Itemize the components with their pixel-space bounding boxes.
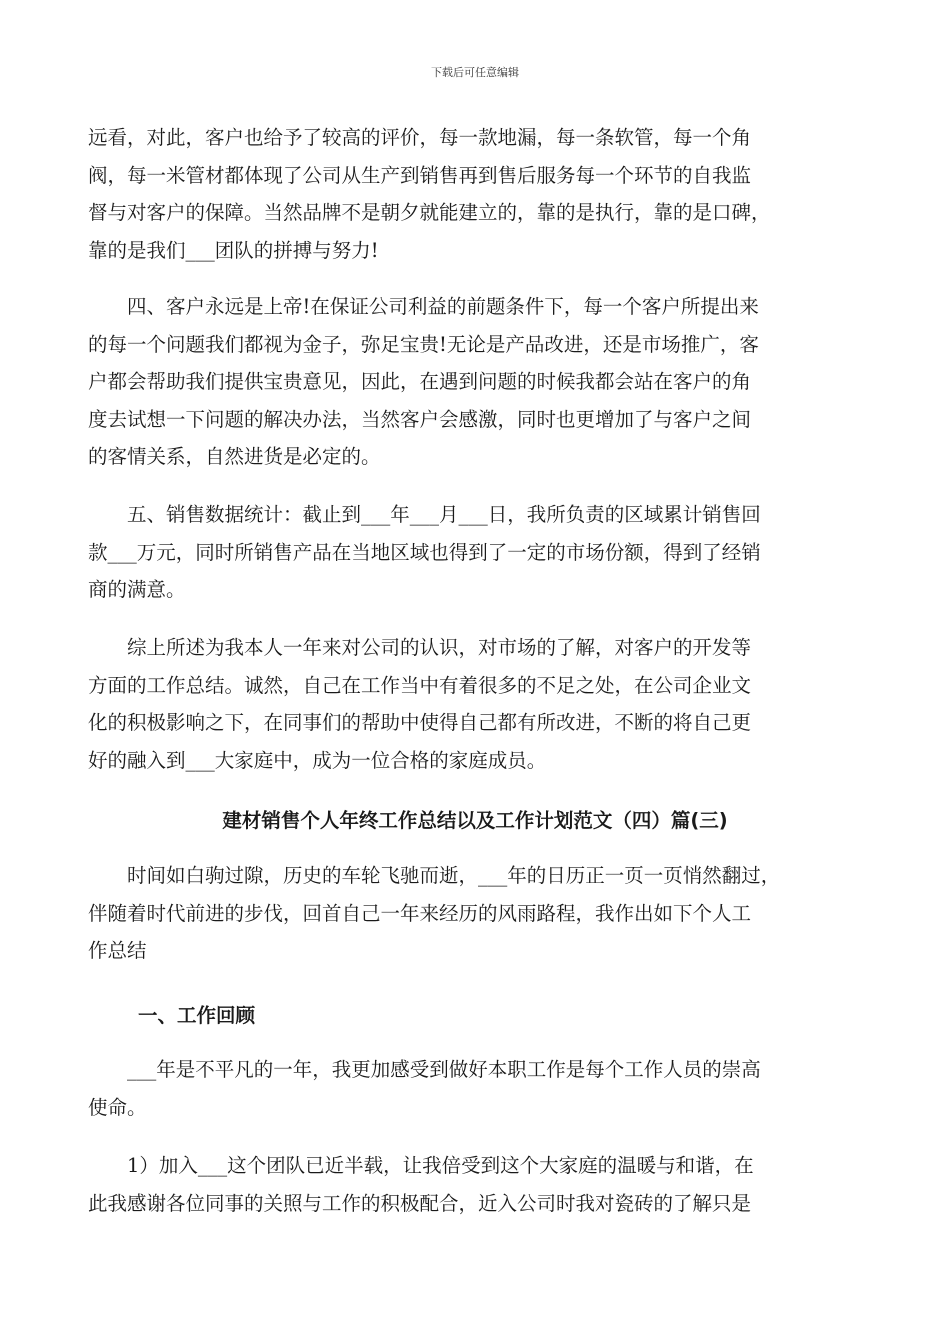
paragraph-customer <box>88 288 878 476</box>
text-line: 五、销售数据统计：截止到___年___月___日，我所负责的区域累计销售回 <box>88 503 761 526</box>
text-line: 度去试想一下问题的解决办法，当然客户会感激，同时也更增加了与客户之间 <box>88 407 752 431</box>
text-line: 商的满意。 <box>88 578 186 601</box>
text-line: 靠的是我们___团队的拼搏与努力! <box>88 238 379 262</box>
text-line: 户都会帮助我们提供宝贵意见，因此，在遇到问题的时候我都会站在客户的角 <box>88 370 752 393</box>
text-line: 的客情关系，自然进货是必定的。 <box>88 445 381 468</box>
paragraph-item-1 <box>88 1147 878 1222</box>
text-line: 好的融入到___大家庭中，成为一位合格的家庭成员。 <box>88 748 547 772</box>
section-title: 建材销售个人年终工作总结以及工作计划范文（四）篇(三) <box>222 809 728 832</box>
text-line: 时间如白驹过隙，历史的车轮飞驰而逝，___年的日历正一页一页悄然翻过， <box>88 864 781 887</box>
paragraph-intro <box>88 857 878 970</box>
text-line: 使命。 <box>88 1095 147 1119</box>
text-line: 款___万元，同时所销售产品在当地区域也得到了一定的市场份额，得到了经销 <box>88 540 761 564</box>
text-line: 四、客户永远是上帝!在保证公司利益的前题条件下，每一个客户所提出来 <box>88 295 759 318</box>
subheading-review: 一、工作回顾 <box>138 1004 256 1027</box>
text-line: ___年是不平凡的一年，我更加感受到做好本职工作是每个工作人员的崇高 <box>88 1058 761 1081</box>
paragraph-brand <box>88 119 878 269</box>
text-line: 伴随着时代前进的步伐，回首自己一年来经历的风雨路程，我作出如下个人工 <box>88 901 752 925</box>
text-line: 1）加入___这个团队已近半载，让我倍受到这个大家庭的温暖与和谐，在 <box>88 1154 754 1177</box>
text-line: 方面的工作总结。诚然，自己在工作当中有着很多的不足之处，在公司企业文 <box>88 673 752 697</box>
paragraph-summary <box>88 629 878 779</box>
text-line: 此我感谢各位同事的关照与工作的积极配合，近入公司时我对瓷砖的了解只是 <box>88 1191 752 1215</box>
text-line: 阀，每一米管材都体现了公司从生产到销售再到售后服务每一个环节的自我监 <box>88 163 752 187</box>
text-line: 化的积极影响之下，在同事们的帮助中使得自己都有所改进，不断的将自己更 <box>88 711 752 734</box>
text-line: 作总结 <box>88 939 147 962</box>
text-line: 综上所述为我本人一年来对公司的认识，对市场的了解，对客户的开发等 <box>88 636 752 659</box>
paragraph-sales-data <box>88 496 878 609</box>
page-header: 下载后可任意编辑 <box>431 66 519 79</box>
text-line: 督与对客户的保障。当然品牌不是朝夕就能建立的，靠的是执行，靠的是口碑， <box>88 201 771 224</box>
paragraph-review <box>88 1051 878 1126</box>
text-line: 远看，对此，客户也给予了较高的评价，每一款地漏，每一条软管，每一个角 <box>88 126 752 149</box>
text-line: 的每一个问题我们都视为金子，弥足宝贵!无论是产品改进，还是市场推广，客 <box>88 332 759 356</box>
